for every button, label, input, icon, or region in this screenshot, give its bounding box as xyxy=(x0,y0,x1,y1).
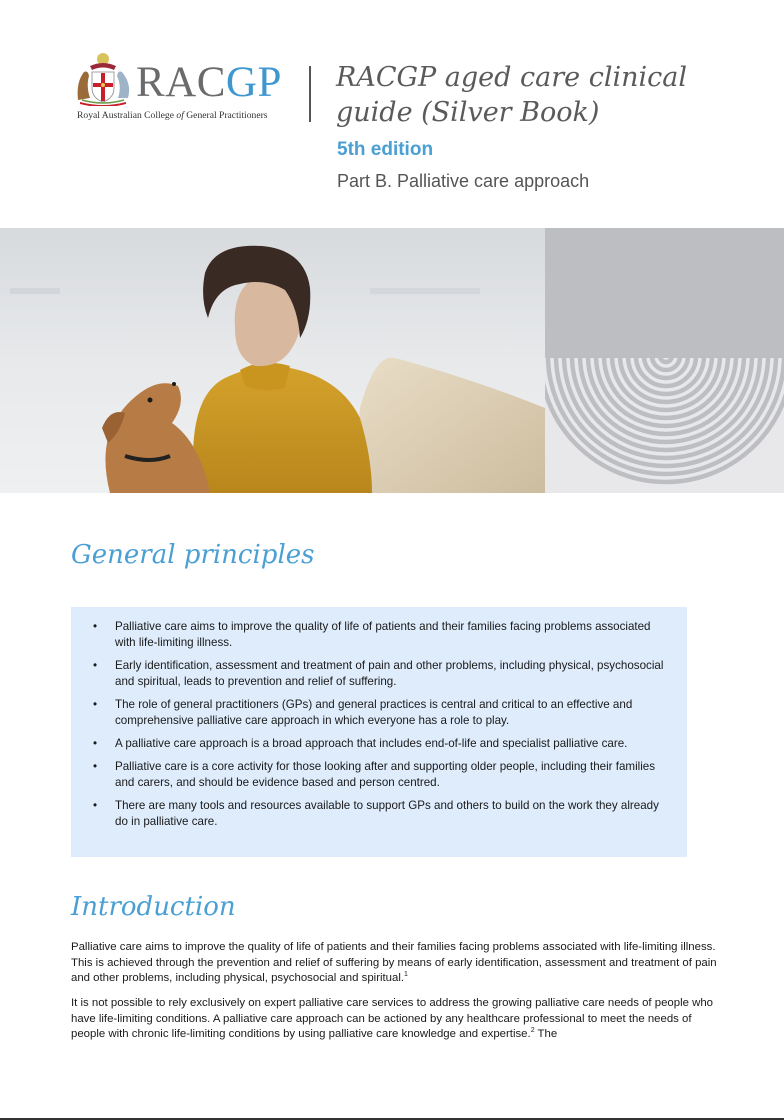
principles-callout xyxy=(71,607,687,857)
list-item-text: The role of general practitioners (GPs) and general practices is central and critical to an effective and comprehensive palliative care approach in which everyone has a role to play. xyxy=(115,698,633,727)
bullet-icon: • xyxy=(93,659,98,672)
footnote-reference[interactable]: 2 xyxy=(530,1027,535,1035)
coat-of-arms-icon xyxy=(72,52,134,106)
brand-name-of: of xyxy=(176,110,184,121)
list-item xyxy=(93,658,671,690)
paragraph-continuation: The xyxy=(534,1028,558,1041)
decorative-gray-panel xyxy=(545,228,784,358)
brand-name-part: Royal Australian College xyxy=(77,110,177,121)
principles-list xyxy=(71,607,687,830)
list-item xyxy=(93,736,671,752)
brand-name-part: General Practitioners xyxy=(183,110,268,121)
hero-photo xyxy=(0,228,545,493)
bullet-icon: • xyxy=(93,620,98,633)
list-item xyxy=(93,697,671,729)
brand-suffix: GP xyxy=(225,59,282,106)
list-item xyxy=(93,798,671,830)
brand-wordmark xyxy=(136,60,282,106)
woman-with-dog-illustration xyxy=(0,228,545,493)
bullet-icon: • xyxy=(93,698,98,711)
paragraph-text: It is not possible to rely exclusively on expert palliative care services to address the growing palliative care needs of people who have life-limiting conditions. A palliative care approach can be actioned by any healthcare professional to meet the needs of people with chronic life-limiting conditions by using palliative care knowledge and expertise. xyxy=(71,997,714,1041)
hero-banner xyxy=(0,228,784,493)
list-item-text: Palliative care is a core activity for those looking after and supporting older people, including their families and carers, and should be evidence based and person centred. xyxy=(115,760,656,789)
concentric-semicircles-icon xyxy=(545,358,784,493)
list-item xyxy=(93,759,671,791)
intro-paragraph-1 xyxy=(71,940,721,987)
list-item-text: Early identification, assessment and treatment of pain and other problems, including physical, psychosocial and spiritual, leads to prevention and relief of suffering. xyxy=(115,659,664,688)
part-label: Part B. Palliative care approach xyxy=(337,171,590,191)
document-title: RACGP aged care clinical guide (Silver Book) xyxy=(336,62,687,128)
general-principles-heading: General principles xyxy=(71,540,315,570)
title-divider xyxy=(309,66,311,122)
footnote-reference[interactable]: 1 xyxy=(404,971,408,979)
bullet-icon: • xyxy=(93,737,98,750)
paragraph-text: Palliative care aims to improve the quality of life of patients and their families facing problems associated with life-limiting illness. This is achieved through the prevention and relief of suffering by means of early identification, assessment and treatment of pain and other problems, including physical, psychosocial and spiritual. xyxy=(71,941,717,985)
intro-paragraph-2 xyxy=(71,996,721,1043)
concentric-arcs-decoration xyxy=(545,358,784,493)
list-item-text: There are many tools and resources available to support GPs and others to build on the work they already do in palliative care. xyxy=(115,799,659,828)
list-item-text: A palliative care approach is a broad approach that includes end-of-life and specialist palliative care. xyxy=(115,737,628,750)
bullet-icon: • xyxy=(93,799,98,812)
racgp-logo xyxy=(72,52,287,124)
edition-label: 5th edition xyxy=(337,139,434,160)
list-item xyxy=(93,619,671,651)
list-item-text: Palliative care aims to improve the quality of life of patients and their families facing problems associated with life-limiting illness. xyxy=(115,620,651,649)
brand-full-name xyxy=(77,110,268,121)
introduction-heading: Introduction xyxy=(71,892,236,922)
bullet-icon: • xyxy=(93,760,98,773)
brand-prefix: RAC xyxy=(136,59,226,106)
